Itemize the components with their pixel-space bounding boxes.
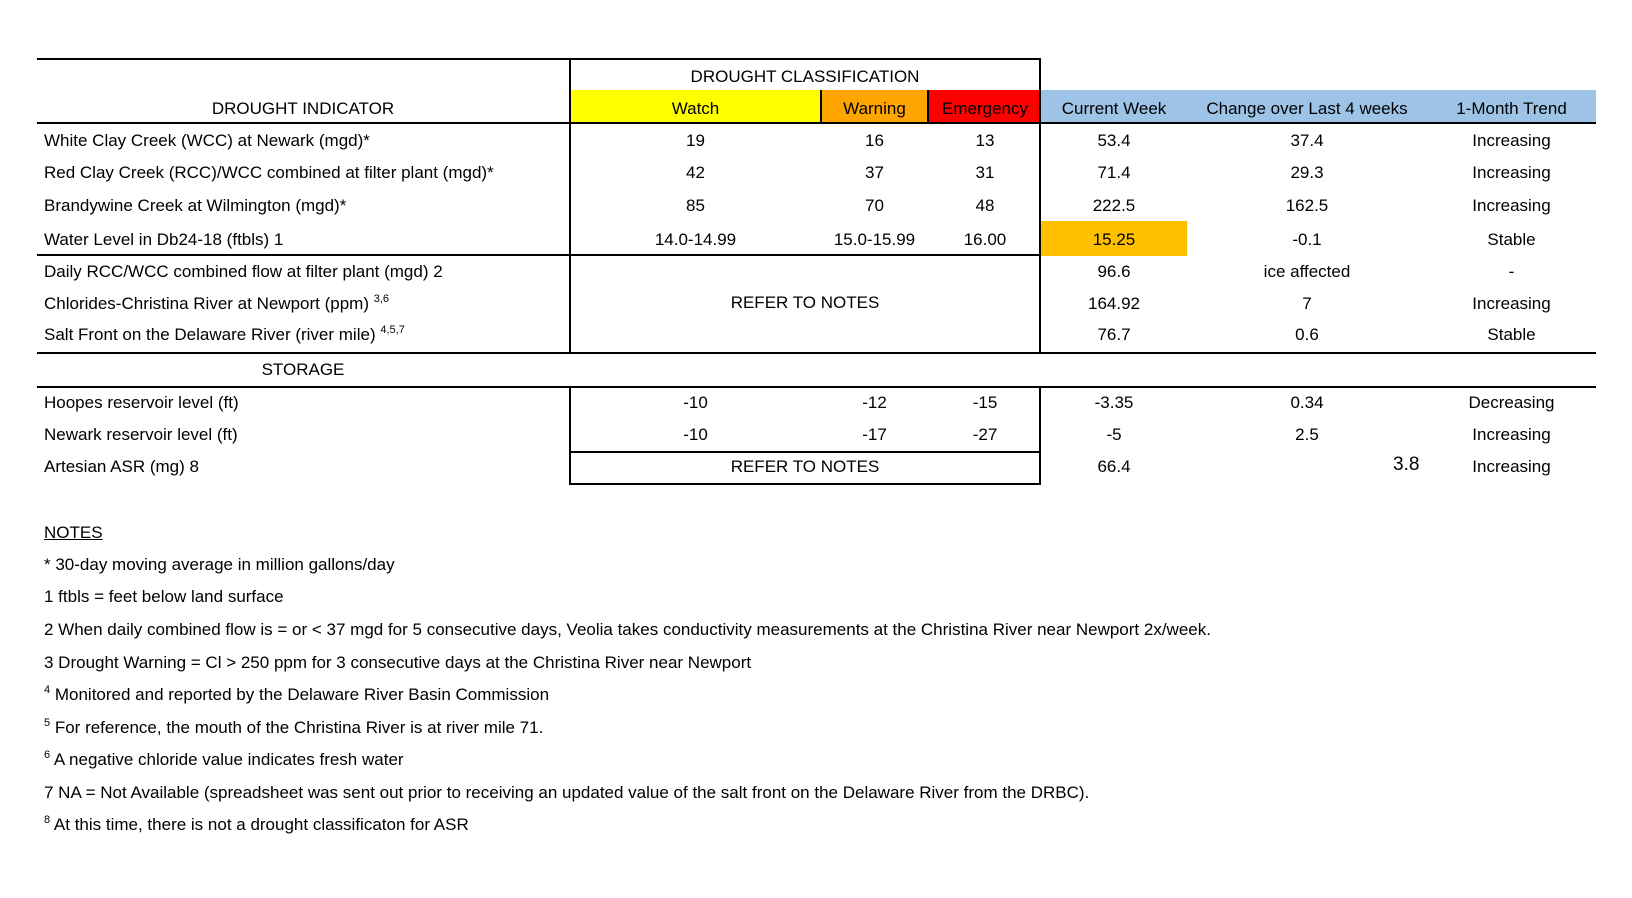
storage-bottom-line bbox=[37, 386, 1596, 388]
trend-value: Increasing bbox=[1472, 196, 1551, 215]
storage-label: STORAGE bbox=[261, 360, 345, 379]
trend-value: Increasing bbox=[1472, 163, 1551, 182]
note-text: For reference, the mouth of the Christina River is at river mile 71. bbox=[50, 718, 544, 737]
current-value: 164.92 bbox=[1088, 294, 1140, 313]
change-value: 37.4 bbox=[1290, 131, 1324, 150]
note-text: 1 ftbls = feet below land surface bbox=[44, 587, 284, 606]
indicators-divider-line bbox=[37, 254, 1041, 256]
warning-value: -17 bbox=[862, 425, 887, 444]
trend-value: Decreasing bbox=[1468, 393, 1555, 412]
notes-heading: NOTES bbox=[44, 523, 103, 542]
note-sup: 6 bbox=[44, 749, 51, 761]
change-value: 0.6 bbox=[1295, 325, 1319, 344]
storage-top-line bbox=[37, 352, 1596, 354]
warning-value: 16 bbox=[865, 131, 884, 150]
storage-label-text: Newark reservoir level (ft) bbox=[44, 425, 238, 444]
watch-value: -10 bbox=[683, 425, 708, 444]
trend-value: Increasing bbox=[1472, 131, 1551, 150]
indicator-label: Red Clay Creek (RCC)/WCC combined at filter plant (mgd)* bbox=[44, 163, 494, 182]
indicator-label: White Clay Creek (WCC) at Newark (mgd)* bbox=[44, 131, 370, 150]
change-value: -0.1 bbox=[1292, 230, 1322, 249]
indicator-label-text: Salt Front on the Delaware River (river mile) bbox=[44, 325, 376, 344]
current-value: 71.4 bbox=[1097, 163, 1131, 182]
trend-value: - bbox=[1508, 262, 1515, 281]
watch-value: 14.0-14.99 bbox=[654, 230, 737, 249]
storage-label-text: Hoopes reservoir level (ft) bbox=[44, 393, 239, 412]
emergency-value: 16.00 bbox=[963, 230, 1007, 249]
emergency-value: -15 bbox=[972, 393, 998, 412]
asr-bottom-line bbox=[569, 483, 1041, 485]
note-line bbox=[44, 718, 543, 738]
warning-value: 70 bbox=[865, 196, 884, 215]
warning-value: 37 bbox=[865, 163, 884, 182]
current-value: 15.25 bbox=[1092, 230, 1136, 249]
note-text: 7 NA = Not Available (spreadsheet was sent out prior to receiving an updated value of the salt front on the Delaware River from the DRBC). bbox=[44, 783, 1090, 802]
indicator-label bbox=[44, 325, 405, 345]
storage-label-text: Artesian ASR (mg) 8 bbox=[44, 457, 199, 476]
emergency-header: Emergency bbox=[942, 99, 1028, 118]
trend-value: Increasing bbox=[1472, 294, 1551, 313]
watch-header: Watch bbox=[671, 99, 720, 118]
watch-value: -10 bbox=[683, 393, 708, 412]
note-sup: 5 bbox=[44, 717, 51, 729]
warning-header: Warning bbox=[843, 99, 906, 118]
current-value: -3.35 bbox=[1094, 393, 1134, 412]
note-line bbox=[44, 653, 751, 673]
current-value: -5 bbox=[1106, 425, 1122, 444]
note-line bbox=[44, 783, 1089, 803]
emergency-value: 13 bbox=[975, 131, 995, 150]
note-line bbox=[44, 815, 469, 835]
change-value: 2.5 bbox=[1295, 425, 1319, 444]
trend-value: Stable bbox=[1487, 230, 1536, 249]
note-sup: 4 bbox=[44, 684, 51, 696]
note-text: 3 Drought Warning = Cl > 250 ppm for 3 consecutive days at the Christina River near Newport bbox=[44, 653, 752, 672]
change-4wk-header: Change over Last 4 weeks bbox=[1206, 99, 1408, 118]
indicator-label: Daily RCC/WCC combined flow at filter plant (mgd) 2 bbox=[44, 262, 443, 281]
change-value: ice affected bbox=[1263, 262, 1351, 281]
note-text: At this time, there is not a drought classificaton for ASR bbox=[50, 815, 469, 834]
drought-classification-header: DROUGHT CLASSIFICATION bbox=[690, 67, 920, 86]
header-bottom-line bbox=[37, 122, 1596, 124]
indicator-label-text: Chlorides-Christina River at Newport (ppm) bbox=[44, 294, 369, 313]
indicator-label: Brandywine Creek at Wilmington (mgd)* bbox=[44, 196, 347, 215]
asr-top-line bbox=[569, 451, 1041, 453]
warning-value: -12 bbox=[862, 393, 887, 412]
indicator-label-sup: 3,6 bbox=[373, 293, 390, 305]
trend-header: 1-Month Trend bbox=[1456, 99, 1567, 118]
emergency-value: -27 bbox=[972, 425, 998, 444]
change-value: 29.3 bbox=[1290, 163, 1324, 182]
note-text: Monitored and reported by the Delaware River Basin Commission bbox=[50, 685, 550, 704]
trend-value: Stable bbox=[1487, 325, 1536, 344]
change-value: 0.34 bbox=[1290, 393, 1324, 412]
note-line bbox=[44, 587, 284, 607]
note-line bbox=[44, 555, 395, 575]
note-text: A negative chloride value indicates fresh water bbox=[50, 750, 404, 769]
indicator-label-sup: 4,5,7 bbox=[380, 324, 405, 336]
current-value: 96.6 bbox=[1097, 262, 1131, 281]
watch-value: 19 bbox=[686, 131, 705, 150]
note-text: 2 When daily combined flow is = or < 37 mgd for 5 consecutive days, Veolia takes conductivity measurements at the Christina River near Newport 2x/week. bbox=[44, 620, 1211, 639]
emergency-value: 48 bbox=[975, 196, 995, 215]
note-line bbox=[44, 685, 549, 705]
refer-to-notes-indicators: REFER TO NOTES bbox=[730, 293, 880, 312]
trend-value: Increasing bbox=[1472, 425, 1551, 444]
note-sup: 8 bbox=[44, 814, 51, 826]
indicator-label: Water Level in Db24-18 (ftbls) 1 bbox=[44, 230, 284, 249]
note-text: * 30-day moving average in million gallons/day bbox=[44, 555, 395, 574]
emergency-value: 31 bbox=[975, 163, 995, 182]
change-value: 162.5 bbox=[1285, 196, 1329, 215]
change-value: 7 bbox=[1302, 294, 1312, 313]
current-week-header: Current Week bbox=[1061, 99, 1167, 118]
indicator-label bbox=[44, 294, 389, 314]
current-value: 66.4 bbox=[1097, 457, 1131, 476]
current-value: 76.7 bbox=[1097, 325, 1131, 344]
refer-to-notes-storage: REFER TO NOTES bbox=[730, 457, 880, 476]
current-value: 222.5 bbox=[1092, 196, 1136, 215]
watch-value: 85 bbox=[686, 196, 705, 215]
change-value: 3.8 bbox=[1393, 454, 1420, 475]
drought-indicator-header: DROUGHT INDICATOR bbox=[211, 99, 395, 118]
note-line bbox=[44, 620, 1211, 640]
table-top-line bbox=[37, 58, 1041, 60]
note-line bbox=[44, 750, 404, 770]
warning-value: 15.0-15.99 bbox=[833, 230, 916, 249]
trend-value: Increasing bbox=[1472, 457, 1551, 476]
current-value: 53.4 bbox=[1097, 131, 1131, 150]
watch-value: 42 bbox=[686, 163, 705, 182]
